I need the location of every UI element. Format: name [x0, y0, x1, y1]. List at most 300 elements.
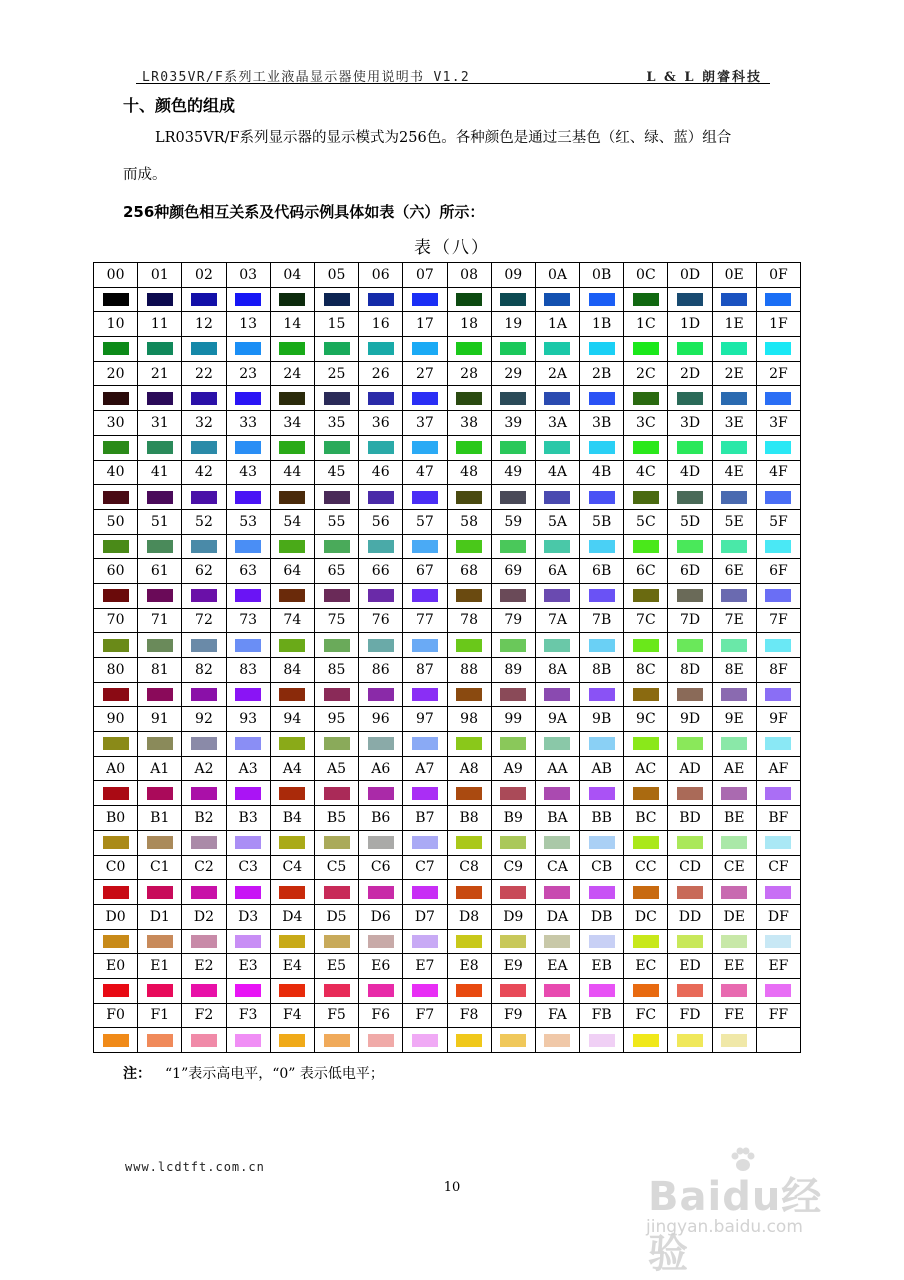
color-swatch: [589, 1034, 615, 1047]
swatch-row: [94, 337, 801, 362]
swatch-cell: [712, 386, 756, 411]
color-swatch: [235, 836, 261, 849]
color-swatch: [147, 886, 173, 899]
swatch-cell: [535, 337, 579, 362]
color-code-cell: 11: [138, 312, 182, 337]
swatch-cell: [580, 386, 624, 411]
color-code-cell: 59: [491, 509, 535, 534]
color-code-cell: 61: [138, 559, 182, 584]
color-code-cell: 25: [314, 361, 358, 386]
color-code-cell: F5: [314, 1003, 358, 1028]
color-swatch: [721, 984, 747, 997]
swatch-cell: [756, 732, 800, 757]
color-swatch: [589, 540, 615, 553]
swatch-cell: [491, 1028, 535, 1053]
swatch-cell: [182, 633, 226, 658]
color-code-cell: C3: [226, 855, 270, 880]
color-code-cell: A9: [491, 756, 535, 781]
color-code-cell: A6: [359, 756, 403, 781]
color-code-cell: 8F: [756, 658, 800, 683]
color-code-cell: 6D: [668, 559, 712, 584]
color-swatch: [456, 984, 482, 997]
color-code-cell: 95: [314, 707, 358, 732]
color-code-cell: E7: [403, 954, 447, 979]
color-code-cell: 96: [359, 707, 403, 732]
color-code-cell: 5B: [580, 509, 624, 534]
color-swatch: [677, 935, 703, 948]
swatch-cell: [138, 880, 182, 905]
color-code-cell: B0: [94, 806, 138, 831]
swatch-cell: [668, 929, 712, 954]
color-swatch: [544, 836, 570, 849]
color-swatch: [103, 589, 129, 602]
swatch-cell: [94, 929, 138, 954]
color-swatch: [368, 589, 394, 602]
color-swatch: [191, 342, 217, 355]
swatch-cell: [491, 337, 535, 362]
color-code-cell: AA: [535, 756, 579, 781]
swatch-cell: [535, 534, 579, 559]
color-code-cell: 42: [182, 460, 226, 485]
color-swatch: [456, 737, 482, 750]
color-code-cell: 20: [94, 361, 138, 386]
color-swatch: [368, 491, 394, 504]
color-swatch: [412, 589, 438, 602]
swatch-cell: [491, 633, 535, 658]
swatch-cell: [712, 583, 756, 608]
color-swatch: [324, 1034, 350, 1047]
swatch-row: [94, 633, 801, 658]
swatch-cell: [359, 287, 403, 312]
color-code-cell: 9D: [668, 707, 712, 732]
color-code-cell: CD: [668, 855, 712, 880]
color-code-cell: 57: [403, 509, 447, 534]
swatch-cell: [624, 534, 668, 559]
color-code-cell: 3B: [580, 411, 624, 436]
swatch-cell: [94, 435, 138, 460]
swatch-cell: [624, 732, 668, 757]
color-swatch: [544, 639, 570, 652]
color-code-cell: C7: [403, 855, 447, 880]
color-swatch: [103, 688, 129, 701]
swatch-cell: [491, 929, 535, 954]
swatch-cell: [359, 633, 403, 658]
color-swatch: [677, 392, 703, 405]
color-code-cell: 28: [447, 361, 491, 386]
color-code-cell: 77: [403, 608, 447, 633]
color-code-cell: 39: [491, 411, 535, 436]
color-swatch: [765, 540, 791, 553]
color-code-cell: 6A: [535, 559, 579, 584]
color-swatch: [368, 293, 394, 306]
swatch-cell: [491, 485, 535, 510]
swatch-cell: [182, 337, 226, 362]
color-code-cell: 4B: [580, 460, 624, 485]
color-swatch: [191, 293, 217, 306]
swatch-cell: [624, 978, 668, 1003]
color-swatch: [412, 737, 438, 750]
swatch-cell: [182, 534, 226, 559]
color-swatch: [368, 342, 394, 355]
color-code-cell: 7E: [712, 608, 756, 633]
color-swatch: [721, 688, 747, 701]
note-text: “1”表示高电平，“0” 表示低电平；: [165, 1066, 384, 1082]
color-code-cell: 8D: [668, 658, 712, 683]
color-swatch: [368, 1034, 394, 1047]
swatch-cell: [270, 435, 314, 460]
swatch-cell: [314, 485, 358, 510]
swatch-cell: [270, 682, 314, 707]
swatch-cell: [580, 583, 624, 608]
color-code-cell: C5: [314, 855, 358, 880]
color-swatch: [765, 589, 791, 602]
swatch-cell: [94, 485, 138, 510]
color-code-cell: D2: [182, 904, 226, 929]
color-swatch: [765, 984, 791, 997]
color-code-cell: 94: [270, 707, 314, 732]
swatch-cell: [314, 583, 358, 608]
color-swatch: [721, 935, 747, 948]
color-code-cell: 02: [182, 263, 226, 288]
table-intro-subtitle: 256种颜色相互关系及代码示例具体如表（六）所示：: [123, 203, 485, 221]
page-header: [136, 62, 770, 84]
color-swatch: [589, 441, 615, 454]
color-swatch: [279, 342, 305, 355]
swatch-cell: [94, 583, 138, 608]
swatch-cell: [182, 287, 226, 312]
color-code-cell: D7: [403, 904, 447, 929]
swatch-cell: [535, 435, 579, 460]
swatch-cell: [94, 880, 138, 905]
color-code-cell: 4F: [756, 460, 800, 485]
color-swatch: [324, 886, 350, 899]
swatch-cell: [668, 386, 712, 411]
color-swatch: [191, 589, 217, 602]
swatch-cell: [138, 583, 182, 608]
color-code-cell: A7: [403, 756, 447, 781]
color-swatch: [544, 737, 570, 750]
color-swatch: [147, 737, 173, 750]
swatch-row: [94, 880, 801, 905]
color-code-cell: FA: [535, 1003, 579, 1028]
swatch-cell: [668, 732, 712, 757]
color-swatch: [500, 886, 526, 899]
color-swatch: [544, 1034, 570, 1047]
swatch-cell: [535, 485, 579, 510]
swatch-cell: [535, 583, 579, 608]
color-code-cell: 27: [403, 361, 447, 386]
color-swatch: [721, 1034, 747, 1047]
swatch-cell: [712, 1028, 756, 1053]
swatch-cell: [138, 830, 182, 855]
color-swatch: [721, 787, 747, 800]
swatch-cell: [270, 287, 314, 312]
color-code-cell: 50: [94, 509, 138, 534]
color-swatch: [279, 491, 305, 504]
color-swatch: [235, 639, 261, 652]
color-swatch: [103, 639, 129, 652]
color-swatch: [633, 836, 659, 849]
swatch-cell: [182, 435, 226, 460]
swatch-cell: [668, 633, 712, 658]
color-code-cell: 2B: [580, 361, 624, 386]
color-code-cell: F0: [94, 1003, 138, 1028]
color-swatch: [191, 392, 217, 405]
note: [123, 1063, 384, 1083]
color-swatch: [103, 342, 129, 355]
color-swatch: [279, 935, 305, 948]
color-code-cell: B4: [270, 806, 314, 831]
color-code-cell: 29: [491, 361, 535, 386]
swatch-cell: [447, 633, 491, 658]
swatch-cell: [182, 682, 226, 707]
color-swatch: [589, 935, 615, 948]
swatch-cell: [668, 435, 712, 460]
color-swatch: [544, 293, 570, 306]
code-row: [94, 1003, 801, 1028]
swatch-cell: [94, 1028, 138, 1053]
color-swatch: [456, 589, 482, 602]
swatch-cell: [270, 633, 314, 658]
watermark-logo: Baidu经验: [648, 1174, 823, 1277]
color-swatch: [633, 441, 659, 454]
color-swatch: [368, 737, 394, 750]
color-code-cell: 2F: [756, 361, 800, 386]
swatch-cell: [668, 978, 712, 1003]
color-code-cell: D9: [491, 904, 535, 929]
color-swatch: [279, 886, 305, 899]
color-swatch: [544, 540, 570, 553]
color-swatch: [721, 886, 747, 899]
color-swatch: [147, 787, 173, 800]
color-code-cell: 0A: [535, 263, 579, 288]
code-row: [94, 312, 801, 337]
color-swatch: [147, 293, 173, 306]
color-swatch: [633, 392, 659, 405]
color-swatch: [235, 540, 261, 553]
color-swatch: [633, 787, 659, 800]
swatch-cell: [226, 781, 270, 806]
swatch-cell: [138, 1028, 182, 1053]
code-row: [94, 707, 801, 732]
swatch-cell: [226, 583, 270, 608]
color-code-cell: A5: [314, 756, 358, 781]
color-code-cell: 85: [314, 658, 358, 683]
color-swatch: [456, 639, 482, 652]
color-swatch: [677, 836, 703, 849]
color-code-cell: 7B: [580, 608, 624, 633]
color-code-cell: EE: [712, 954, 756, 979]
swatch-cell: [403, 781, 447, 806]
swatch-cell: [535, 830, 579, 855]
color-code-cell: B8: [447, 806, 491, 831]
color-code-cell: 00: [94, 263, 138, 288]
color-swatch: [324, 935, 350, 948]
color-code-cell: 68: [447, 559, 491, 584]
color-code-cell: B6: [359, 806, 403, 831]
swatch-cell: [138, 435, 182, 460]
color-swatch: [103, 491, 129, 504]
color-code-cell: 78: [447, 608, 491, 633]
color-code-cell: CC: [624, 855, 668, 880]
color-code-cell: 17: [403, 312, 447, 337]
color-code-cell: DE: [712, 904, 756, 929]
color-swatch: [456, 342, 482, 355]
swatch-cell: [359, 929, 403, 954]
color-swatch: [412, 984, 438, 997]
color-swatch: [677, 589, 703, 602]
color-swatch: [412, 688, 438, 701]
color-code-cell: 6E: [712, 559, 756, 584]
color-swatch: [103, 1034, 129, 1047]
color-code-cell: E9: [491, 954, 535, 979]
color-swatch: [368, 935, 394, 948]
color-code-cell: C8: [447, 855, 491, 880]
color-swatch: [412, 639, 438, 652]
swatch-cell: [403, 287, 447, 312]
color-code-cell: 53: [226, 509, 270, 534]
color-swatch: [279, 1034, 305, 1047]
swatch-cell: [447, 732, 491, 757]
swatch-cell: [182, 880, 226, 905]
swatch-cell: [712, 633, 756, 658]
color-swatch: [279, 639, 305, 652]
color-swatch: [500, 1034, 526, 1047]
code-row: [94, 608, 801, 633]
swatch-cell: [535, 929, 579, 954]
swatch-cell: [491, 781, 535, 806]
color-swatch: [721, 737, 747, 750]
color-swatch: [103, 886, 129, 899]
color-code-cell: C0: [94, 855, 138, 880]
swatch-cell: [226, 386, 270, 411]
color-swatch: [633, 639, 659, 652]
color-code-cell: 73: [226, 608, 270, 633]
color-code-cell: BB: [580, 806, 624, 831]
swatch-cell: [359, 978, 403, 1003]
swatch-cell: [447, 583, 491, 608]
color-swatch: [765, 293, 791, 306]
color-code-cell: A0: [94, 756, 138, 781]
color-code-cell: 65: [314, 559, 358, 584]
swatch-cell: [447, 929, 491, 954]
color-swatch: [677, 491, 703, 504]
color-swatch: [147, 639, 173, 652]
color-code-cell: 54: [270, 509, 314, 534]
swatch-cell: [403, 1028, 447, 1053]
color-swatch: [412, 787, 438, 800]
swatch-cell: [712, 485, 756, 510]
color-code-cell: E6: [359, 954, 403, 979]
color-code-cell: 43: [226, 460, 270, 485]
color-swatch: [279, 836, 305, 849]
color-swatch: [235, 293, 261, 306]
color-code-cell: 05: [314, 263, 358, 288]
color-swatch: [544, 491, 570, 504]
color-swatch: [147, 491, 173, 504]
color-swatch: [633, 589, 659, 602]
swatch-cell: [668, 1028, 712, 1053]
color-swatch: [633, 737, 659, 750]
swatch-cell: [624, 583, 668, 608]
color-swatch: [191, 935, 217, 948]
color-code-cell: DB: [580, 904, 624, 929]
swatch-cell: [359, 732, 403, 757]
swatch-cell: [314, 781, 358, 806]
swatch-cell: [226, 978, 270, 1003]
color-swatch: [103, 293, 129, 306]
color-code-cell: 33: [226, 411, 270, 436]
color-code-cell: 6B: [580, 559, 624, 584]
color-swatch: [235, 392, 261, 405]
swatch-cell: [491, 978, 535, 1003]
swatch-cell: [447, 337, 491, 362]
code-row: [94, 509, 801, 534]
color-code-cell: 67: [403, 559, 447, 584]
swatch-cell: [403, 830, 447, 855]
color-swatch: [147, 392, 173, 405]
swatch-cell: [668, 830, 712, 855]
color-code-cell: BC: [624, 806, 668, 831]
color-code-cell: 0E: [712, 263, 756, 288]
color-code-cell: 70: [94, 608, 138, 633]
swatch-cell: [668, 583, 712, 608]
color-swatch: [765, 787, 791, 800]
color-swatch: [235, 1034, 261, 1047]
color-code-cell: EF: [756, 954, 800, 979]
color-code-cell: 98: [447, 707, 491, 732]
color-swatch: [147, 589, 173, 602]
color-code-cell: 72: [182, 608, 226, 633]
table-caption: 表（八）: [414, 238, 490, 258]
color-swatch: [324, 984, 350, 997]
code-row: [94, 904, 801, 929]
color-swatch: [765, 836, 791, 849]
swatch-row: [94, 1028, 801, 1053]
color-swatch: [103, 540, 129, 553]
color-swatch: [721, 441, 747, 454]
swatch-cell: [403, 682, 447, 707]
swatch-cell: [447, 1028, 491, 1053]
color-code-cell: 5D: [668, 509, 712, 534]
swatch-cell: [712, 682, 756, 707]
color-code-cell: 87: [403, 658, 447, 683]
color-swatch: [368, 787, 394, 800]
swatch-cell: [447, 978, 491, 1003]
swatch-cell: [447, 830, 491, 855]
color-code-cell: FF: [756, 1003, 800, 1028]
swatch-cell: [491, 435, 535, 460]
color-code-cell: AE: [712, 756, 756, 781]
color-code-cell: 2E: [712, 361, 756, 386]
color-code-cell: F6: [359, 1003, 403, 1028]
color-code-cell: D4: [270, 904, 314, 929]
color-swatch: [412, 935, 438, 948]
color-code-cell: D1: [138, 904, 182, 929]
swatch-cell: [491, 880, 535, 905]
swatch-cell: [712, 287, 756, 312]
color-swatch: [412, 1034, 438, 1047]
color-swatch: [765, 737, 791, 750]
swatch-cell: [491, 583, 535, 608]
color-code-cell: B9: [491, 806, 535, 831]
color-code-cell: C9: [491, 855, 535, 880]
color-swatch: [721, 491, 747, 504]
swatch-cell: [535, 633, 579, 658]
color-code-cell: 56: [359, 509, 403, 534]
swatch-cell: [270, 386, 314, 411]
color-swatch: [368, 688, 394, 701]
